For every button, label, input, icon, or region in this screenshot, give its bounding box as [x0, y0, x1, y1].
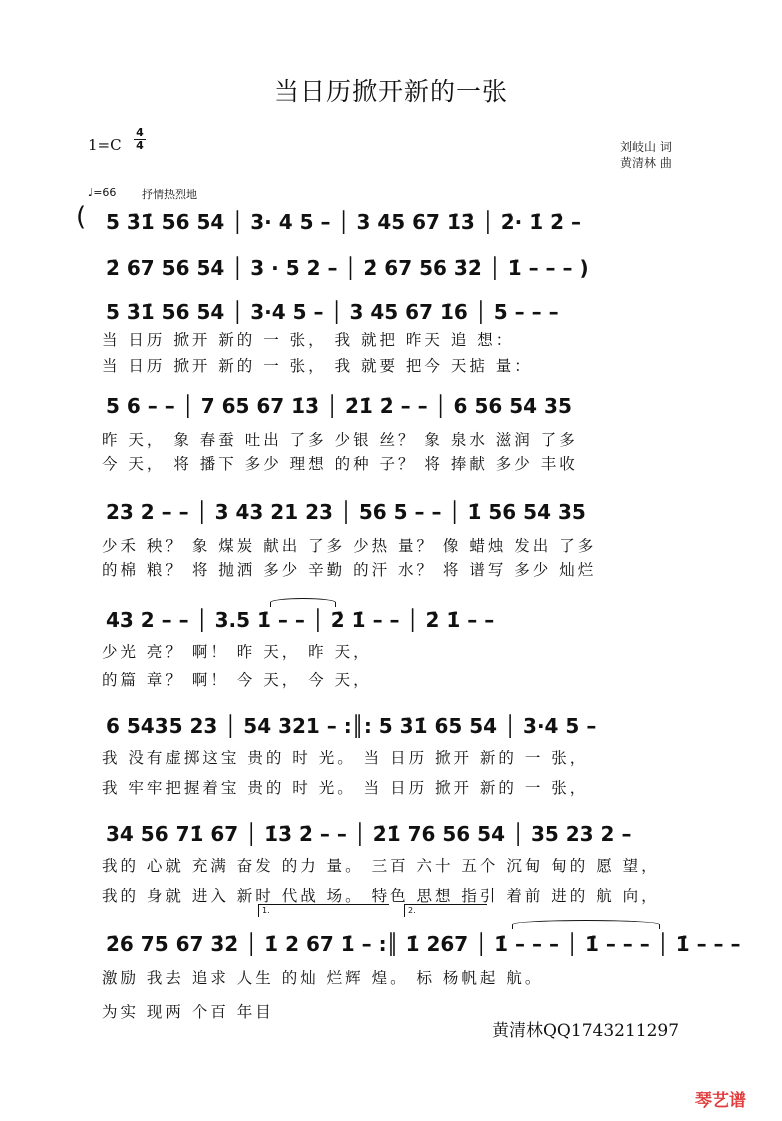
lyric-line-1: 少禾 秧？ 象 煤炭 献出 了多 少热 量？ 像 蜡烛 发出 了多: [102, 537, 597, 555]
arranger-signature: 黄清林QQ1743211297: [492, 1021, 680, 1041]
tempo-marking: ♩=66: [88, 186, 117, 199]
lyric-line-1: 当 日历 掀开 新的 一 张， 我 就把 昨天 追 想：: [102, 331, 515, 349]
volta-label-1: 1.: [262, 906, 270, 915]
volta-label-2: 2.: [408, 906, 416, 915]
stave-notes: 5 3̇1̇ 56 54 │ 3· 4 5 – │ 3 45 67 1̇3̇ │ 2̇· 1̇ 2̇ –: [106, 210, 581, 234]
tie-arc: [512, 920, 660, 929]
lyricist-credit: 刘岐山 词: [620, 140, 672, 154]
stave-notes: 34 56 71̇ 67 │ 1̇3̇ 2̇ – – │ 2̇1̇ 76 56 54 │ 35 23 2 –: [106, 822, 632, 846]
volta-bracket-2: [404, 904, 487, 917]
extra-lyric-line: 为实 现两 个百 年目: [102, 1003, 274, 1021]
lyric-line-1: 激励 我去 追求 人生 的灿 烂辉 煌。 标 杨帆起 航。: [102, 969, 544, 987]
stave-notes: 5 3̇1̇ 56 54 │ 3·4 5 – │ 3 45 67 1̇6 │ 5 – – –: [106, 300, 559, 324]
lyric-line-2: 当 日历 掀开 新的 一 张， 我 就要 把今 天掂 量：: [102, 357, 533, 375]
lyric-line-1: 少光 亮？ 啊！ 昨 天， 昨 天，: [102, 643, 372, 661]
lyric-line-2: 我 牢牢把握着宝 贵的 时 光。 当 日历 掀开 新的 一 张，: [102, 779, 589, 797]
page-title: 当日历掀开新的一张: [273, 77, 508, 106]
time-sig-denominator: 4: [136, 139, 144, 152]
volta-bracket-1: [258, 904, 389, 917]
stave-notes: 6 5435 23 │ 54 321 – :║: 5 3̇1̇ 65 54 │ 3·4 5 –: [106, 714, 597, 738]
time-signature: [134, 127, 146, 152]
stave-notes: 43 2 – – │ 3.5 1̇ – – │ 2̇ 1̇ – – │ 2̇ 1̇ – –: [106, 608, 495, 632]
stave-notes: 2̇ 67 56 54 │ 3 · 5 2 – │ 2̇ 67 56 3̇2̇ │ 1̇ – – – ): [106, 256, 589, 280]
key-signature: 1=C: [88, 136, 122, 154]
stave-notes: 2̇6 75 67 3̇2̇ │ 1̇ 2 67 1̇ – :║ 1̇ 267 │ 1̇ – – – │ 1̇ – – – │ 1̇ – – –: [106, 932, 741, 956]
tie-arc: [270, 598, 336, 607]
time-sig-numerator: 4: [136, 126, 144, 139]
lyric-line-1: 我的 心就 充满 奋发 的力 量。 三百 六十 五个 沉甸 甸的 愿 望，: [102, 857, 660, 875]
composer-credit: 黄清林 曲: [620, 156, 672, 170]
repeat-paren-open: (: [76, 202, 87, 232]
lyric-line-2: 的篇 章？ 啊！ 今 天， 今 天，: [102, 671, 372, 689]
lyric-line-2: 的棉 粮？ 将 抛洒 多少 辛勤 的汗 水？ 将 谱写 多少 灿烂: [102, 561, 597, 579]
expression-marking: 抒情热烈地: [142, 188, 197, 201]
lyric-line-1: 我 没有虚掷这宝 贵的 时 光。 当 日历 掀开 新的 一 张，: [102, 749, 589, 767]
site-logo[interactable]: 琴艺谱: [695, 1091, 746, 1111]
lyric-line-1: 昨 天， 象 春蚕 吐出 了多 少银 丝？ 象 泉水 滋润 了多: [102, 431, 578, 449]
stave-notes: 5 6 – – │ 7 65 67 1̇3̇ │ 2̇1̇ 2̇ – – │ 6 56 54 35: [106, 394, 572, 418]
lyric-line-2: 我的 身就 进入 新时 代战 场。 特色 思想 指引 着前 进的 航 向，: [102, 887, 660, 905]
lyric-line-2: 今 天， 将 播下 多少 理想 的种 子？ 将 捧献 多少 丰收: [102, 455, 578, 473]
stave-notes: 23 2 – – │ 3 43 21 23 │ 56 5 – – │ 1̇ 56 54 35: [106, 500, 586, 524]
